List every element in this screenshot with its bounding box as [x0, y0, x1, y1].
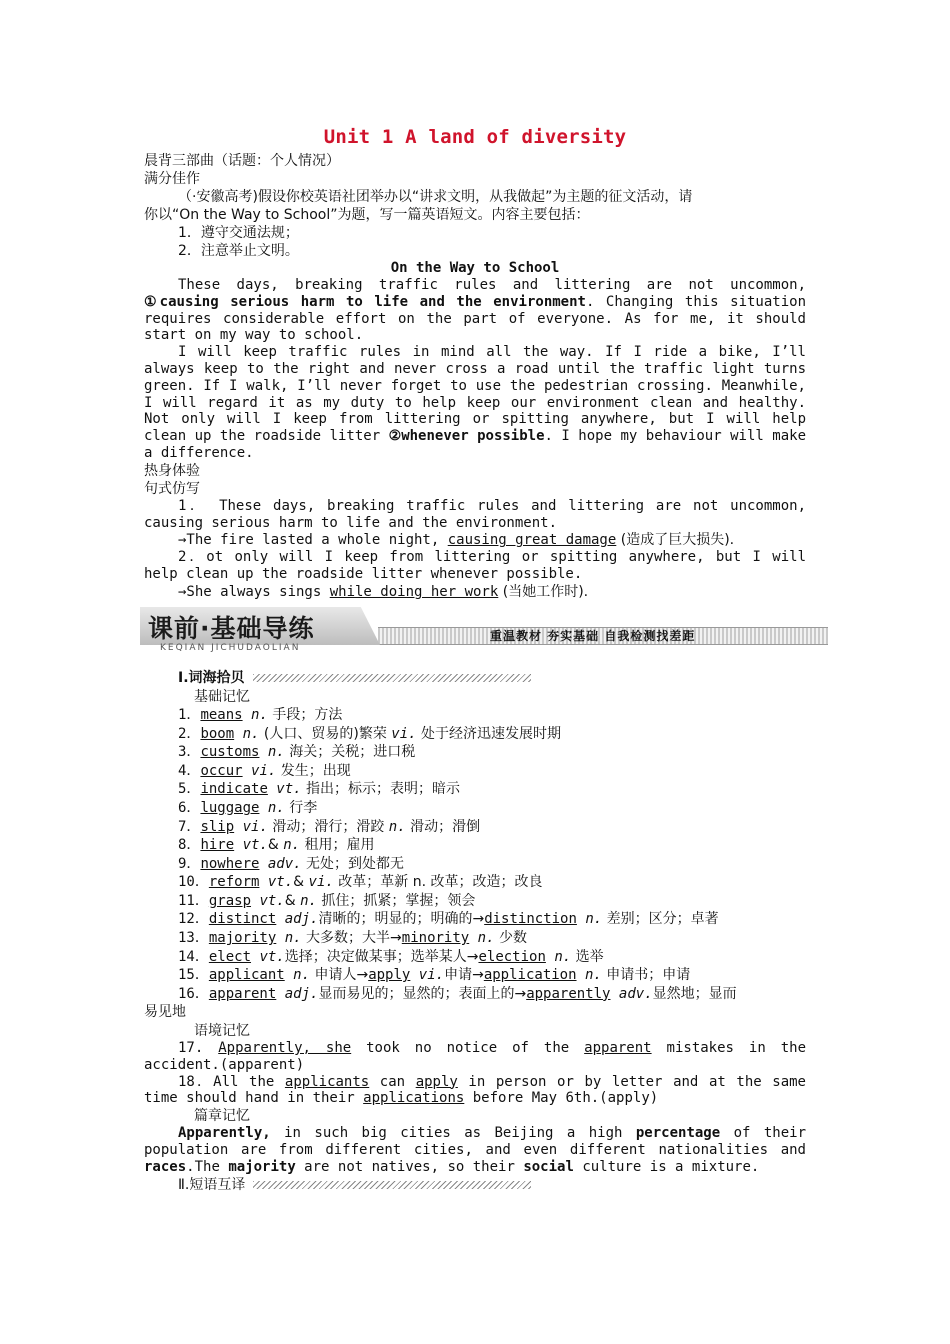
- answer-1: causing great damage: [447, 532, 617, 549]
- requirement-1: 1．遵守交通法规；: [178, 225, 299, 241]
- warmup-sentence-1: 1． These days, breaking traffic rules and littering are not uncommon, causing serious harm to life and the environment.: [144, 497, 806, 531]
- page-title: Unit 1 A land of diversity: [323, 126, 627, 148]
- context-18: 18．All the applicants can apply in person or by letter and at the same time should hand in their applications before May 6th.(apply): [144, 1073, 806, 1107]
- banner-tagline: 重温教材 夯实基础 自我检测找差距: [490, 628, 696, 643]
- warmup-subheading: 句式仿写: [144, 480, 200, 497]
- task-line-1: （·安徽高考)假设你校英语社团举办以“讲求文明，从我做起”为主题的征文活动，请: [178, 189, 693, 205]
- basic-memory-heading: 基础记忆: [194, 688, 250, 705]
- answer-2: while doing her work: [329, 583, 499, 600]
- vocab-item: 13．majority n. 大多数；大半→minority n. 少数: [178, 930, 527, 947]
- section-1-heading: Ⅰ.词海拾贝: [144, 669, 806, 688]
- warmup-heading: 热身体验: [144, 462, 200, 479]
- vocab-item: 12．distinct adj.清晰的；明显的；明确的→distinction n. 差别；区分；卓著: [178, 911, 719, 928]
- context-17: 17. Apparently, she took no notice of the apparent mistakes in the accident.(apparent): [144, 1040, 806, 1073]
- vocab-item: 3．customs n. 海关；关税；进口税: [178, 744, 416, 761]
- vocab-item: 15．applicant n. 申请人→apply vi.申请→application n. 申请书；申请: [178, 967, 691, 984]
- vocab-item: 4．occur vi. 发生；出现: [178, 762, 351, 779]
- requirement-2: 2．注意举止文明。: [178, 243, 299, 259]
- section-2-heading: Ⅱ.短语互译: [144, 1176, 806, 1195]
- hatch-divider: [253, 674, 531, 682]
- essay-title: On the Way to School: [390, 260, 560, 276]
- vocab-item: 7．slip vi. 滑动；滑行；滑跤 n. 滑动；滑倒: [178, 818, 481, 835]
- vocab-item-16-cont: 易见地: [144, 1004, 186, 1021]
- vocab-item: 2．boom n. (人口、贸易的)繁荣 vi. 处于经济迅速发展时期: [178, 725, 562, 742]
- vocab-list: [144, 706, 806, 985]
- vocab-item: 1．means n. 手段；方法: [178, 706, 343, 723]
- vocab-item: 11．grasp vt.& n. 抓住；抓紧；掌握；领会: [178, 892, 476, 909]
- banner-pinyin: KEQIAN JICHUDAOLIAN: [160, 642, 301, 653]
- document-page: [144, 120, 806, 1195]
- context-memory-heading: 语境记忆: [194, 1023, 250, 1040]
- essay-paragraph-1: These days, breaking traffic rules and littering are not uncommon, ①causing serious harm to life and the environment. Changing this situation requires considerable effort on the part of everyone. As for me, it should start on my way to school.: [144, 277, 806, 344]
- essay-paragraph-2: I will keep traffic rules in mind all the way. If I ride a bike, I’ll always keep to the right and never cross a road until the traffic light turns green. If I walk, I’ll never forget to use the pedestrian crossing. Meanwhile, I will regard it as my duty to help keep our environment clean and healthy. Not only will I keep from littering or spitting anywhere, but I will help clean up the roadside litter ②whenever possible. I hope my behaviour will make a difference.: [144, 344, 807, 461]
- warmup-sentence-2: 2．ot only will I keep from littering or spitting anywhere, but I will help clean up the roadside litter whenever possible.: [144, 549, 806, 583]
- passage-paragraph: Apparently, in such big cities as Beijing a high percentage of their population are from different cities, and even different nationalities and races.The majority are not natives, so their social culture is a mixture.: [144, 1125, 806, 1175]
- highlight-phrase-1: ①causing serious harm to life and the environment: [144, 293, 586, 310]
- vocab-item: 6．luggage n. 行李: [178, 799, 318, 816]
- model-essay-label: 满分佳作: [144, 171, 200, 187]
- morning-heading: 晨背三部曲（话题：个人情况）: [144, 153, 340, 169]
- banner-heading: 课前·基础导练: [148, 613, 315, 643]
- vocab-item-16: 16．apparent adj.显而易见的；显然的；表面上的→apparently adv.显然地；显而: [178, 985, 737, 1002]
- vocab-item: 10．reform vt.& vi. 改革；革新 n. 改革；改造；改良: [178, 874, 543, 891]
- vocab-item: 8．hire vt.& n. 租用；雇用: [178, 837, 375, 854]
- hatch-divider-2: [253, 1181, 531, 1189]
- vocab-item: 5．indicate vt. 指出；标示；表明；暗示: [178, 781, 461, 798]
- passage-memory-heading: 篇章记忆: [194, 1108, 250, 1125]
- imitation-2: →She always sings while doing her work (当她工作时).: [178, 583, 589, 600]
- vocab-item: 14．elect vt.选择；决定做某事；选举某人→election n. 选举: [178, 948, 604, 965]
- task-line-2: 你以“On the Way to School”为题，写一篇英语短文。内容主要包括：: [144, 207, 590, 223]
- section-banner: [128, 607, 828, 657]
- imitation-1: →The fire lasted a whole night, causing great damage (造成了巨大损失).: [178, 532, 735, 549]
- vocab-item: 9．nowhere adv. 无处；到处都无: [178, 855, 405, 872]
- highlight-phrase-2: ②whenever possible: [388, 428, 545, 445]
